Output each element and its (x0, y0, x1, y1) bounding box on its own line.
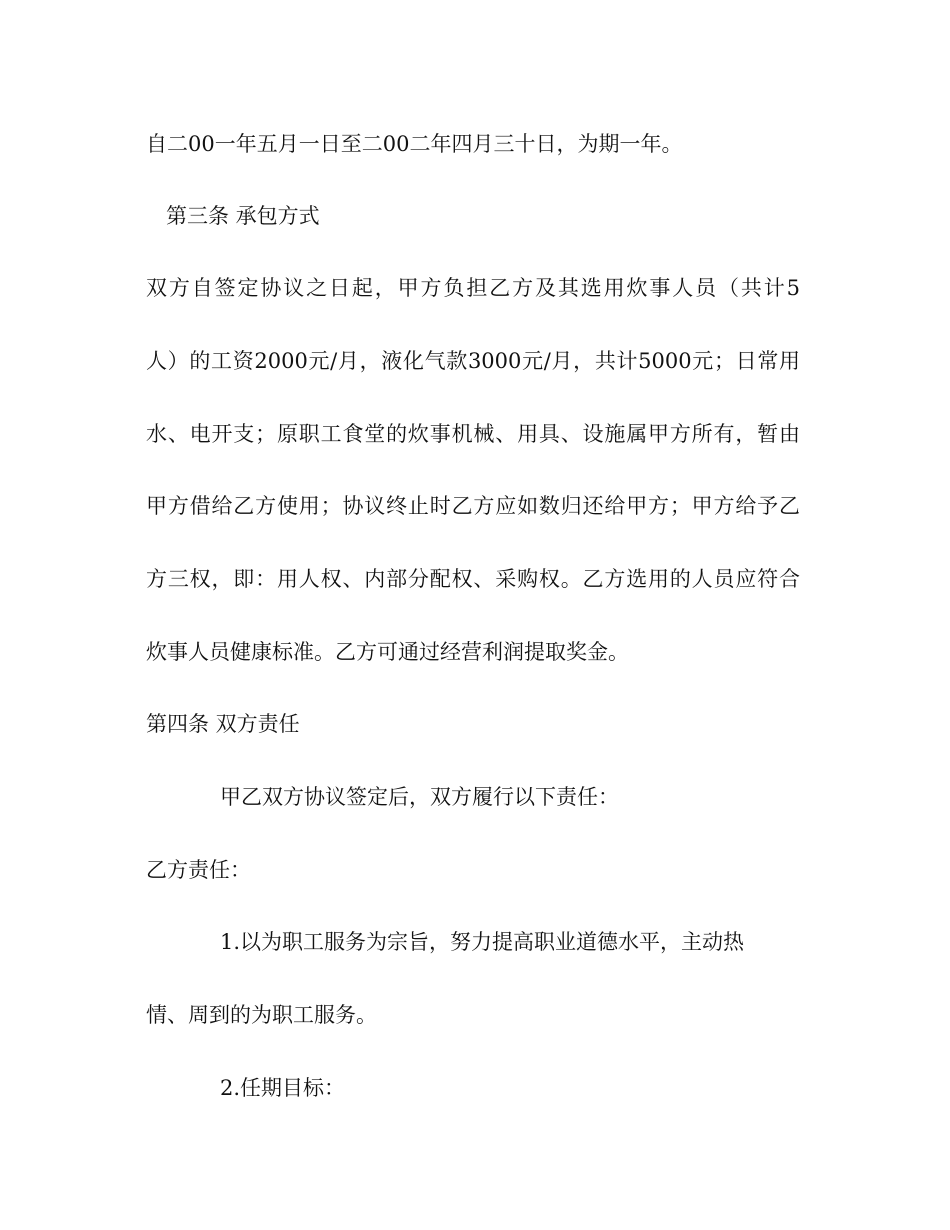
party-b-responsibilities-heading: 乙方责任： (146, 858, 251, 882)
item-1-line: 1.以为职工服务为宗旨，努力提高职业道德水平，主动热 (220, 930, 745, 954)
responsibilities-intro: 甲乙双方协议签定后，双方履行以下责任： (220, 785, 619, 809)
item-2-line: 2.任期目标： (220, 1076, 346, 1100)
term-period-line: 自二00一年五月一日至二00二年四月三十日，为期一年。 (146, 132, 683, 156)
item-1-continuation: 情、周到的为职工服务。 (146, 1003, 377, 1027)
paragraph-line: 双方自签定协议之日起，甲方负担乙方及其选用炊事人员（共计5 (146, 276, 800, 300)
article-3-heading: 第三条 承包方式 (166, 204, 320, 228)
paragraph-line: 甲方借给乙方使用；协议终止时乙方应如数归还给甲方；甲方给予乙 (146, 494, 800, 518)
article-4-heading: 第四条 双方责任 (146, 712, 300, 736)
paragraph-line: 炊事人员健康标准。乙方可通过经营利润提取奖金。 (146, 640, 629, 664)
paragraph-line: 方三权，即：用人权、内部分配权、采购权。乙方选用的人员应符合 (146, 567, 800, 591)
paragraph-line: 水、电开支；原职工食堂的炊事机械、用具、设施属甲方所有，暂由 (146, 422, 800, 446)
paragraph-line: 人）的工资2000元/月，液化气款3000元/月，共计5000元；日常用 (146, 349, 800, 373)
